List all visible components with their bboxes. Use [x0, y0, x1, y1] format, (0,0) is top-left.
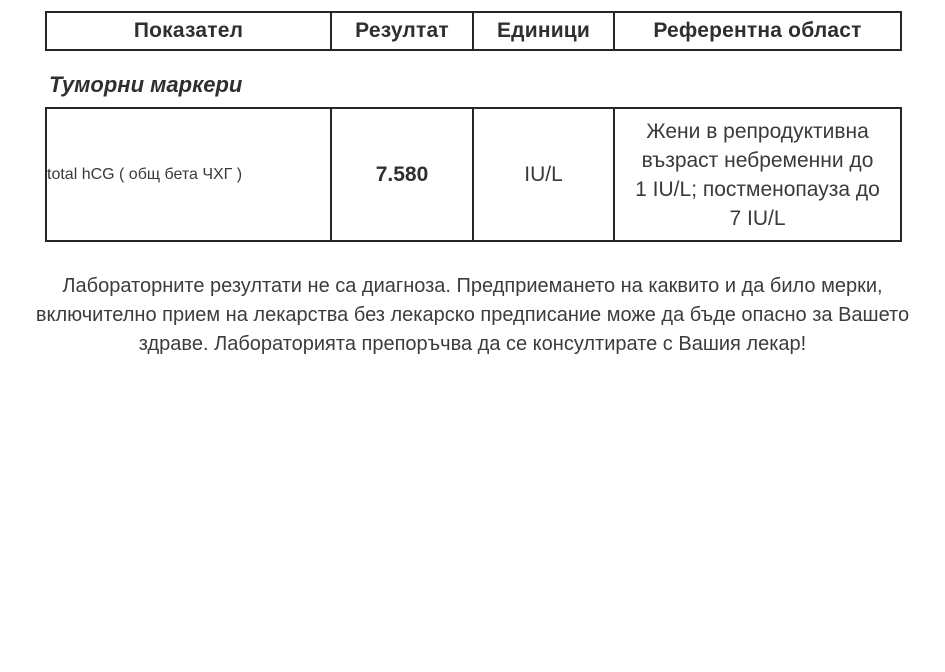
results-table: [45, 107, 902, 242]
column-header-result: Резултат: [331, 12, 473, 50]
indicator-cell: total hCG ( общ бета ЧХГ ): [46, 108, 331, 241]
column-header-units: Единици: [473, 12, 614, 50]
reference-range-line: 1 IU/L; постменопауза до: [635, 177, 880, 201]
reference-range-line: Жени в репродуктивна: [646, 119, 869, 143]
table-row: [46, 108, 901, 241]
column-header-reference: Референтна област: [614, 12, 901, 50]
disclaimer-line: здраве. Лабораторията препоръчва да се консултирате с Вашия лекар!: [138, 333, 807, 355]
column-header-indicator: Показател: [46, 12, 331, 50]
reference-range-line: 7 IU/L: [729, 206, 786, 230]
disclaimer-line: включително прием на лекарства без лекарско предписание може да бъде опасно за Вашето: [35, 304, 910, 326]
section-title-tumor-markers: Туморни маркери: [49, 72, 243, 97]
reference-range-line: възраст небременни до: [641, 148, 874, 172]
reference-range-cell: [614, 108, 901, 241]
result-value-cell: 7.580: [331, 108, 473, 241]
disclaimer-line: Лабораторните резултати не са диагноза. Предприемането на каквито и да било мерки,: [62, 275, 883, 297]
units-cell: IU/L: [473, 108, 614, 241]
results-header-table: [45, 11, 902, 51]
header-row: [46, 12, 901, 50]
disclaimer-text: [0, 272, 945, 359]
